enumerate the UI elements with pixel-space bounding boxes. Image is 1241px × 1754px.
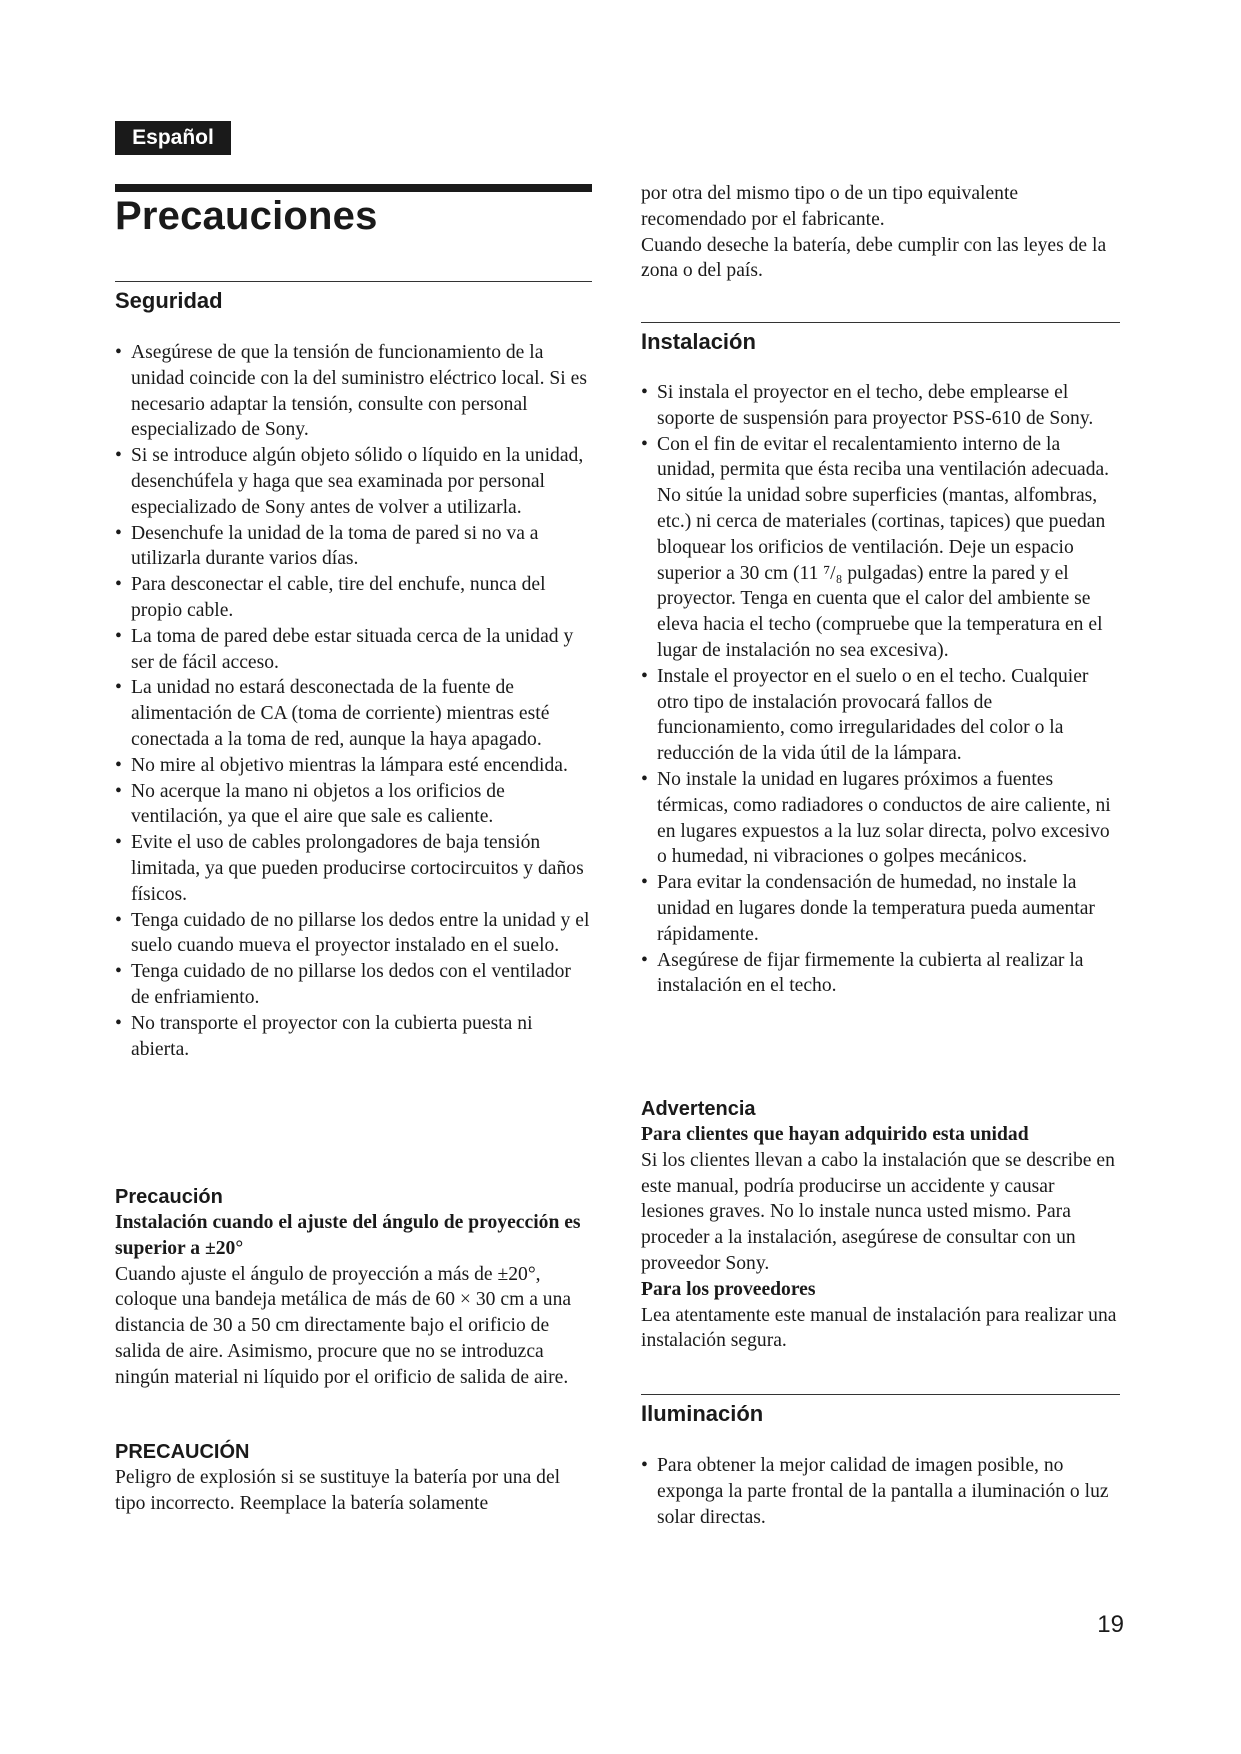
precaucion-text: Cuando ajuste el ángulo de proyección a más de ±20°, coloque una bandeja metálica de más de 60 × 30 cm a una distancia de 30 a 50 cm directamente bajo el orificio de salida de aire. Asimismo, procure que no se introduzca ningún material ni líquido por el orificio de salida de aire. bbox=[115, 1263, 572, 1388]
bullet-icon: • bbox=[115, 522, 122, 544]
section-heading-seguridad: Seguridad bbox=[115, 281, 592, 316]
bullet-icon: • bbox=[115, 754, 122, 776]
precaucion-upper-text: Peligro de explosión si se sustituye la batería por una del tipo incorrecto. Reemplace la batería solamente bbox=[115, 1467, 561, 1514]
bullet-icon: • bbox=[641, 382, 648, 403]
bullet-icon: • bbox=[641, 665, 648, 687]
list-item: • Para obtener la mejor calidad de imagen posible, no exponga la parte frontal de la pantalla a iluminación o luz solar directas. bbox=[641, 1455, 1109, 1528]
list-item: • Para evitar la condensación de humedad, no instale la unidad en lugares donde la temperatura pueda aumentar rápidamente. bbox=[641, 872, 1095, 945]
advertencia-heading: Advertencia bbox=[641, 1098, 756, 1120]
instalacion-list bbox=[641, 380, 1120, 999]
list-item: • Desenchufe la unidad de la toma de pared si no va a utilizarla durante varios días. bbox=[115, 522, 539, 570]
list-item: • Para desconectar el cable, tire del enchufe, nunca del propio cable. bbox=[115, 574, 546, 621]
list-item: • Tenga cuidado de no pillarse los dedos entre la unidad y el suelo cuando mueva el proyector instalado en el suelo. bbox=[115, 909, 590, 957]
bullet-icon: • bbox=[115, 961, 122, 983]
iluminacion-list-block bbox=[641, 1453, 1120, 1530]
list-item: • Tenga cuidado de no pillarse los dedos con el ventilador de enfriamiento. bbox=[115, 961, 571, 1008]
seguridad-list-block bbox=[115, 340, 592, 1062]
precaucion-continued-block bbox=[641, 181, 1120, 284]
bullet-icon: • bbox=[115, 780, 122, 802]
language-tab: Español bbox=[115, 121, 231, 155]
bullet-icon: • bbox=[641, 949, 648, 971]
list-item: • Con el fin de evitar el recalentamiento interno de la unidad, permita que ésta reciba una ventilación adecuada. No sitúe la unidad sobre superficies (mantas, alfombras, etc.) ni cerca de materiales (cortinas, tapices) que puedan bloquear los orificios de ventilación. Deje un espacio superior a 30 cm (11 ⁷/₈ pulgadas) entre la pared y el proyector. Tenga en cuenta que el calor del ambiente se eleva hacia el techo (compruebe que la temperatura en el lugar de instalación no sea excesiva). bbox=[641, 433, 1110, 661]
list-item: • Instale el proyector en el suelo o en el techo. Cualquier otro tipo de instalación provocará fallos de funcionamiento, como irregularidades del color o la reducción de la vida útil de la lámpara. bbox=[641, 665, 1089, 765]
bullet-icon: • bbox=[641, 433, 648, 455]
bullet-icon: • bbox=[115, 342, 122, 363]
precaucion-heading: Precaución bbox=[115, 1186, 223, 1208]
list-item: • No instale la unidad en lugares próximos a fuentes térmicas, como radiadores o conductos de aire caliente, ni en lugares expuestos a la luz solar directa, polvo excesivo o humedad, ni vibraciones o golpes mecánicos. bbox=[641, 768, 1111, 868]
precaucion-continued-text-1: por otra del mismo tipo o de un tipo equivalente recomendado por el fabricante. bbox=[641, 183, 1019, 230]
precaucion-upper-heading: PRECAUCIÓN bbox=[115, 1441, 250, 1463]
precaucion-continued-text-2: Cuando deseche la batería, debe cumplir con las leyes de la zona o del país. bbox=[641, 234, 1107, 282]
advertencia-block bbox=[641, 1096, 1120, 1354]
list-item: • No acerque la mano ni objetos a los orificios de ventilación, ya que el aire que sale es caliente. bbox=[115, 780, 505, 828]
bullet-icon: • bbox=[641, 872, 648, 894]
bullet-icon: • bbox=[115, 909, 122, 931]
list-item: • Evite el uso de cables prolongadores de baja tensión limitada, ya que pueden producirse cortocircuitos y daños físicos. bbox=[115, 832, 584, 905]
precaucion-block bbox=[115, 1184, 592, 1391]
bullet-icon: • bbox=[115, 574, 122, 596]
iluminacion-list bbox=[641, 1453, 1120, 1530]
advertencia-text-proveedores: Lea atentamente este manual de instalación para realizar una instalación segura. bbox=[641, 1304, 1117, 1352]
page-number: 19 bbox=[1097, 1611, 1124, 1638]
list-item: • La unidad no estará desconectada de la fuente de alimentación de CA (toma de corriente) mientras esté conectada a la toma de red, aunque la haya apagado. bbox=[115, 677, 550, 750]
bullet-icon: • bbox=[115, 625, 122, 647]
bullet-icon: • bbox=[115, 677, 122, 699]
page-title: Precauciones bbox=[115, 194, 378, 238]
bullet-icon: • bbox=[115, 445, 122, 467]
bullet-icon: • bbox=[115, 832, 122, 854]
seguridad-list bbox=[115, 340, 592, 1062]
instalacion-list-block bbox=[641, 380, 1120, 999]
list-item: • Si se introduce algún objeto sólido o líquido en la unidad, desenchúfela y haga que sea examinada por personal especializado de Sony antes de volver a utilizarla. bbox=[115, 445, 584, 518]
bullet-icon: • bbox=[641, 768, 648, 790]
advertencia-text-clientes: Si los clientes llevan a cabo la instalación que se describe en este manual, podría producirse un accidente y causar lesiones graves. No lo instale nunca usted mismo. Para proceder a la instalación, asegúrese de consultar con un proveedor Sony. bbox=[641, 1149, 1115, 1274]
list-item: • Asegúrese de fijar firmemente la cubierta al realizar la instalación en el techo. bbox=[641, 949, 1084, 997]
advertencia-subheading-proveedores: Para los proveedores bbox=[641, 1278, 816, 1300]
bullet-icon: • bbox=[115, 1012, 122, 1034]
precaucion-upper-block bbox=[115, 1439, 592, 1517]
section-heading-iluminacion: Iluminación bbox=[641, 1394, 1120, 1429]
list-item: • No mire al objetivo mientras la lámpara esté encendida. bbox=[115, 753, 592, 779]
advertencia-subheading-clientes: Para clientes que hayan adquirido esta unidad bbox=[641, 1124, 1029, 1145]
precaucion-subheading: Instalación cuando el ajuste del ángulo de proyección es superior a ±20° bbox=[115, 1212, 581, 1259]
list-item: • No transporte el proyector con la cubierta puesta ni abierta. bbox=[115, 1012, 533, 1060]
section-heading-instalacion: Instalación bbox=[641, 322, 1120, 357]
bullet-icon: • bbox=[641, 1455, 648, 1476]
list-item: • Si instala el proyector en el techo, debe emplearse el soporte de suspensión para proyector PSS-610 de Sony. bbox=[641, 382, 1094, 429]
list-item: • La toma de pared debe estar situada cerca de la unidad y ser de fácil acceso. bbox=[115, 625, 574, 673]
list-item: • Asegúrese de que la tensión de funcionamiento de la unidad coincide con la del suministro eléctrico local. Si es necesario adaptar la tensión, consulte con personal especializado de Sony. bbox=[115, 342, 587, 441]
